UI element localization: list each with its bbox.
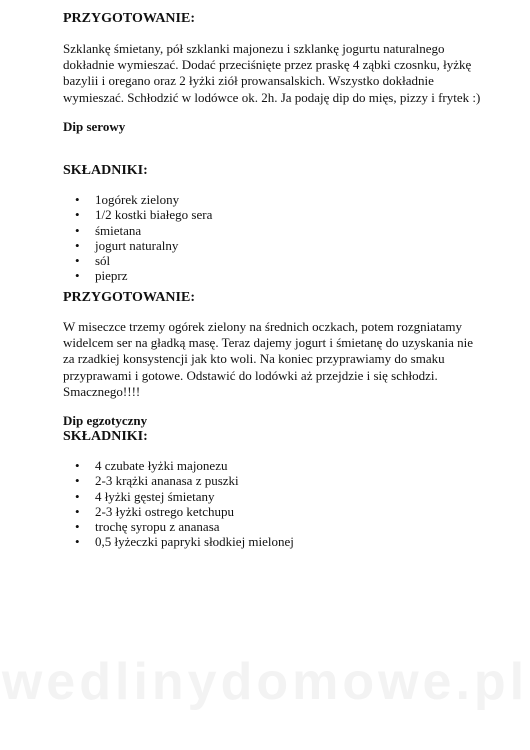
list-item: • śmietana bbox=[63, 223, 212, 238]
preparation-text-dip-serowy: W miseczce trzemy ogórek zielony na średnich oczkach, potem rozgniatamy widelcem ser na gładką masę. Teraz dajemy jogurt i śmietanę do uzyskania nie za rzadkiej konsystencji jak kto woli. Na koniec przyprawiamy do smaku przyprawami i gotowe. Odstawić do lodówki aż przejdzie i się schłodzi. Smacznego!!!! bbox=[63, 319, 474, 399]
ingredients-list-dip-egzotyczny bbox=[63, 458, 294, 550]
recipe-title-dip-egzotyczny: Dip egzotyczny bbox=[63, 413, 148, 428]
list-item: • 4 czubate łyżki majonezu bbox=[63, 458, 294, 473]
preparation-heading-1: PRZYGOTOWANIE: bbox=[63, 11, 195, 26]
list-item: • sól bbox=[63, 253, 212, 268]
preparation-text-1: Szklankę śmietany, pół szklanki majonezu i szklankę jogurtu naturalnego dokładnie wymieszać. Dodać przeciśnięte przez praskę 4 ząbki czosnku, łyżkę bazylii i oregano oraz 2 łyżki ziół prowansalskich. Wszystko dokładnie wymieszać. Schłodzić w lodówce ok. 2h. Ja podaję dip do mięs, pizzy i frytek :) bbox=[63, 41, 481, 105]
list-item: • 1/2 kostki białego sera bbox=[63, 207, 212, 222]
list-item: • 2-3 krążki ananasa z puszki bbox=[63, 473, 294, 488]
list-item: • 1ogórek zielony bbox=[63, 192, 212, 207]
ingredients-heading-dip-egzotyczny: SKŁADNIKI: bbox=[63, 429, 148, 444]
watermark: wedlinydomowe.pl bbox=[1, 653, 529, 711]
list-item: • 0,5 łyżeczki papryki słodkiej mielonej bbox=[63, 534, 294, 549]
recipe-title-dip-serowy: Dip serowy bbox=[63, 119, 126, 134]
ingredients-list-dip-serowy bbox=[63, 192, 212, 284]
preparation-heading-dip-serowy: PRZYGOTOWANIE: bbox=[63, 290, 195, 305]
list-item: • trochę syropu z ananasa bbox=[63, 519, 294, 534]
ingredients-heading-dip-serowy: SKŁADNIKI: bbox=[63, 163, 148, 178]
list-item: • pieprz bbox=[63, 268, 212, 283]
list-item: • 2-3 łyżki ostrego ketchupu bbox=[63, 504, 294, 519]
list-item: • jogurt naturalny bbox=[63, 238, 212, 253]
list-item: • 4 łyżki gęstej śmietany bbox=[63, 489, 294, 504]
